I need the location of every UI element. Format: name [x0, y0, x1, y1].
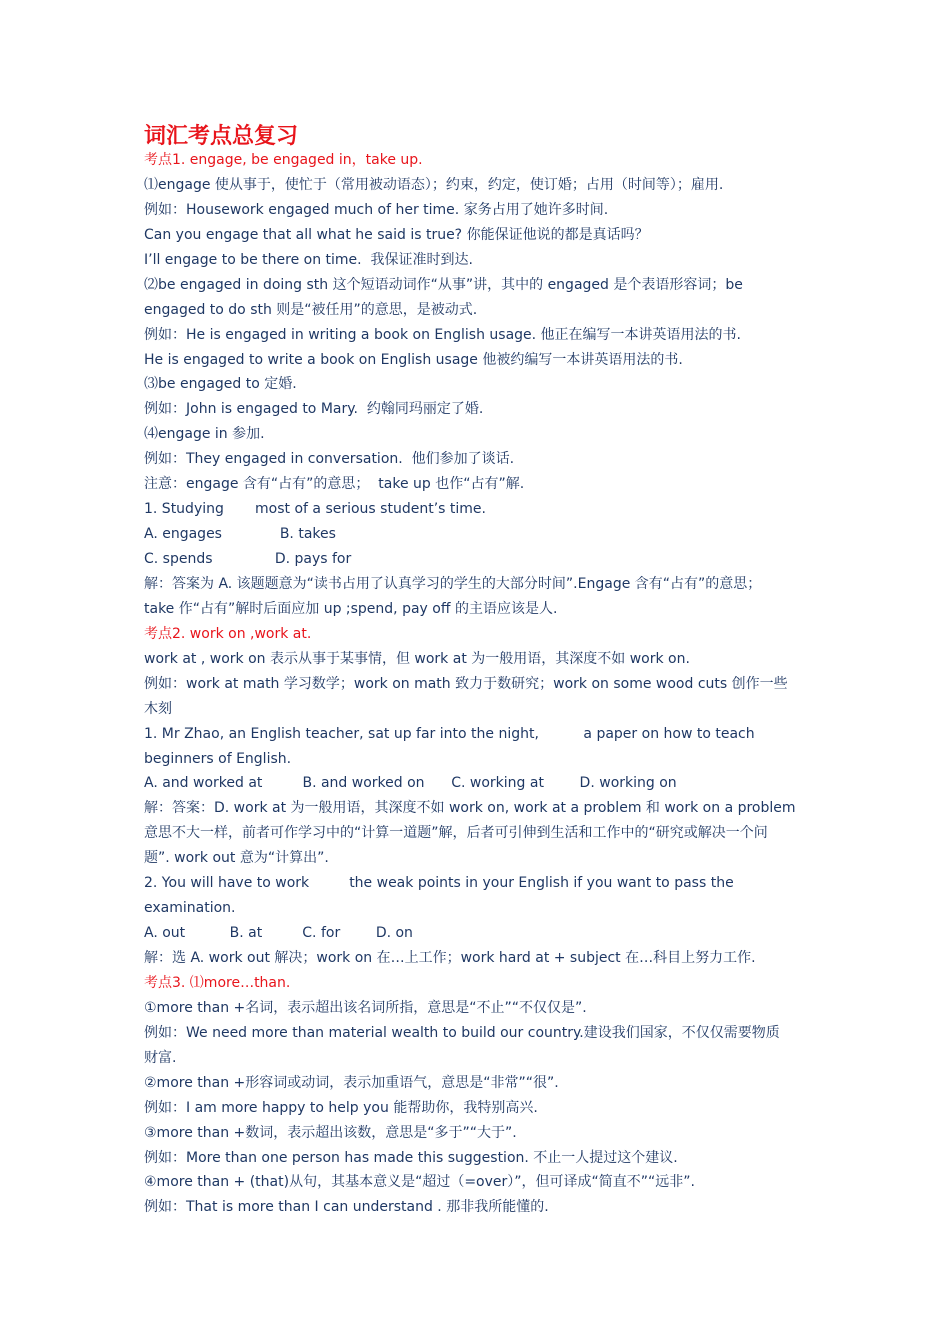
text-line: ⑷engage in 参加.	[144, 426, 265, 443]
text-line: beginners of English.	[144, 750, 292, 767]
text-line: A. and worked at B. and worked on C. working at D. working on	[144, 775, 677, 792]
text-line: 题”. work out 意为“计算出”.	[144, 850, 329, 867]
text-line: 注意：engage 含有“占有”的意思； take up 也作“占有”解.	[144, 476, 525, 493]
text-line: examination.	[144, 900, 236, 917]
text-line: ⑶be engaged to 定婚.	[144, 376, 297, 393]
text-line: 解：选 A. work out 解决；work on 在…上工作；work hard at + subject 在…科目上努力工作.	[144, 950, 756, 966]
text-line: 例如：More than one person has made this suggestion. 不止一人提过这个建议.	[144, 1149, 678, 1166]
text-line: 解：答案为 A. 该题题意为“读书占用了认真学习的学生的大部分时间”.Engage 含有“占有”的意思；	[144, 575, 762, 592]
text-line: engaged to do sth 则是“被任用”的意思，是被动式.	[144, 301, 478, 318]
text-line: 2. You will have to work the weak points in your English if you want to pass the	[144, 875, 734, 892]
text-line: ⑴engage 使从事于，使忙于（常用被动语态）；约束，约定，使订婚；占用（时间等）；雇用.	[144, 176, 724, 193]
section-heading: 考点1. engage, be engaged in，take up.	[144, 152, 423, 168]
text-line: I’ll engage to be there on time. 我保证准时到达.	[144, 251, 473, 268]
text-line: A. engages B. takes	[144, 526, 336, 543]
document-title: 词汇考点总复习	[144, 123, 299, 149]
section-heading: 考点3. ⑴more…than.	[144, 974, 291, 991]
text-line: He is engaged to write a book on English usage 他被约编写一本讲英语用法的书.	[144, 351, 683, 368]
text-line: work at , work on 表示从事于某事情，但 work at 为一般用语，其深度不如 work on.	[144, 650, 690, 667]
text-line: C. spends D. pays for	[144, 551, 352, 567]
text-line: ⑵be engaged in doing sth 这个短语动词作“从事”讲，其中的 engaged 是个表语形容词；be	[144, 276, 743, 293]
text-line: ①more than +名词，表示超出该名词所指，意思是“不止”“不仅仅是”.	[144, 999, 587, 1016]
text-line: 例如：work at math 学习数学；work on math 致力于数研究；work on some wood cuts 创作一些	[144, 675, 788, 692]
text-line: 木刻	[144, 700, 172, 717]
text-line: 例如：They engaged in conversation. 他们参加了谈话.	[144, 451, 515, 468]
text-line: 例如：That is more than I can understand . 那非我所能懂的.	[144, 1199, 549, 1216]
text-line: 例如：I am more happy to help you 能帮助你，我特别高兴.	[144, 1099, 538, 1116]
text-line: 例如：Housework engaged much of her time. 家务占用了她许多时间.	[144, 201, 609, 218]
text-line: ③more than +数词，表示超出该数，意思是“多于”“大于”.	[144, 1124, 517, 1141]
text-line: 例如：John is engaged to Mary. 约翰同玛丽定了婚.	[144, 401, 484, 418]
text-line: ②more than +形容词或动词，表示加重语气，意思是“非常”“很”.	[144, 1074, 559, 1091]
text-line: 财富.	[144, 1049, 177, 1066]
text-line: take 作“占有”解时后面应加 up ;spend, pay off 的主语应该是人.	[144, 600, 558, 617]
text-line: 例如：We need more than material wealth to build our country.建设我们国家，不仅仅需要物质	[144, 1024, 780, 1041]
text-line: ④more than + (that)从句，其基本意义是“超过（=over）”，但可译成“简直不”“远非”.	[144, 1174, 695, 1191]
text-line: Can you engage that all what he said is true? 你能保证他说的都是真话吗？	[144, 226, 649, 243]
text-line: A. out B. at C. for D. on	[144, 925, 413, 942]
text-line: 例如：He is engaged in writing a book on English usage. 他正在编写一本讲英语用法的书.	[144, 326, 742, 343]
section-heading: 考点2. work on ,work at.	[144, 625, 312, 642]
text-line: 意思不大一样，前者可作学习中的“计算一道题”解，后者可引伸到生活和工作中的“研究或解决一个问	[144, 825, 768, 842]
text-line: 解：答案：D. work at 为一般用语，其深度不如 work on, work at a problem 和 work on a problem	[144, 800, 796, 817]
document-body	[144, 148, 814, 1220]
text-line: 1. Studying most of a serious student’s time.	[144, 501, 486, 518]
text-line: 1. Mr Zhao, an English teacher, sat up far into the night, a paper on how to teach	[144, 725, 755, 742]
